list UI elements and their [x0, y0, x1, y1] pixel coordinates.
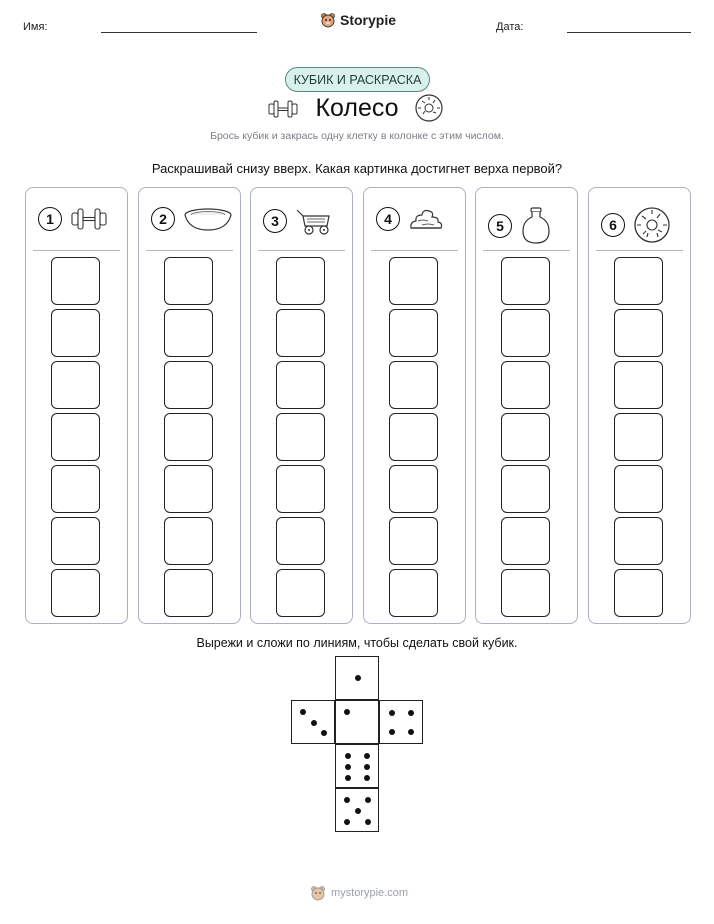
color-cell[interactable] — [389, 257, 438, 305]
pip — [364, 753, 370, 759]
pip — [344, 797, 350, 803]
die-face-1 — [335, 656, 379, 700]
column-number: 3 — [263, 209, 287, 233]
dumbbell-icon — [70, 206, 108, 232]
die-face-6 — [335, 744, 379, 788]
pip — [345, 775, 351, 781]
color-cell[interactable] — [501, 569, 550, 617]
column-number: 4 — [376, 207, 400, 231]
die-face-4 — [379, 700, 423, 744]
pip — [408, 729, 414, 735]
bowl-icon — [183, 206, 233, 232]
title-row — [0, 92, 714, 126]
pip — [364, 775, 370, 781]
name-label: Имя: — [23, 21, 48, 33]
color-cell[interactable] — [164, 309, 213, 357]
color-cell[interactable] — [501, 309, 550, 357]
pip — [408, 710, 414, 716]
color-cell[interactable] — [389, 517, 438, 565]
pip — [364, 764, 370, 770]
column-number: 2 — [151, 207, 175, 231]
name-line[interactable] — [101, 32, 257, 33]
column-4 — [363, 187, 466, 624]
color-cell[interactable] — [164, 361, 213, 409]
color-cell[interactable] — [164, 465, 213, 513]
dice-instruction: Вырежи и сложи по линиям, чтобы сделать свой кубик. — [196, 636, 518, 650]
color-cell[interactable] — [164, 413, 213, 461]
color-cell[interactable] — [389, 413, 438, 461]
color-cell[interactable] — [614, 569, 663, 617]
color-cell[interactable] — [51, 361, 100, 409]
color-cell[interactable] — [164, 517, 213, 565]
pip — [365, 819, 371, 825]
color-cell[interactable] — [501, 413, 550, 461]
color-cell[interactable] — [501, 361, 550, 409]
donut-icon — [633, 206, 671, 244]
color-cell[interactable] — [614, 465, 663, 513]
die-face-3 — [291, 700, 335, 744]
column-number: 1 — [38, 207, 62, 231]
color-cell[interactable] — [276, 465, 325, 513]
color-cell[interactable] — [276, 361, 325, 409]
wagon-icon — [295, 206, 335, 236]
category-badge: КУБИК И РАСКРАСКА — [285, 67, 430, 92]
footer — [310, 885, 408, 901]
column-3 — [250, 187, 353, 624]
column-divider — [33, 250, 120, 251]
color-cell[interactable] — [164, 569, 213, 617]
color-cell[interactable] — [276, 309, 325, 357]
pip — [355, 675, 361, 681]
bear-icon — [320, 12, 336, 28]
brand-logo — [320, 12, 396, 28]
column-2 — [138, 187, 241, 624]
column-5 — [475, 187, 578, 624]
color-cell[interactable] — [501, 257, 550, 305]
color-cell[interactable] — [276, 413, 325, 461]
die-face-1-center — [335, 700, 379, 744]
date-label: Дата: — [496, 21, 524, 33]
color-cell[interactable] — [389, 361, 438, 409]
pip — [311, 720, 317, 726]
pip — [355, 808, 361, 814]
whipped-cream-icon — [408, 206, 444, 232]
bear-icon — [310, 885, 326, 901]
color-cell[interactable] — [51, 569, 100, 617]
subtitle: Брось кубик и закрась одну клетку в колонке с этим числом. — [210, 130, 504, 142]
color-cell[interactable] — [51, 413, 100, 461]
brand-name: Storypie — [340, 12, 397, 28]
pip — [389, 710, 395, 716]
column-divider — [258, 250, 345, 251]
color-cell[interactable] — [614, 309, 663, 357]
column-6 — [588, 187, 691, 624]
column-divider — [146, 250, 233, 251]
color-cell[interactable] — [276, 257, 325, 305]
column-divider — [371, 250, 458, 251]
donut-icon — [414, 93, 444, 123]
pip — [300, 709, 306, 715]
color-cell[interactable] — [614, 257, 663, 305]
die-face-5 — [335, 788, 379, 832]
date-line[interactable] — [567, 32, 691, 33]
pip — [345, 764, 351, 770]
color-cell[interactable] — [276, 517, 325, 565]
color-cell[interactable] — [389, 569, 438, 617]
color-cell[interactable] — [614, 413, 663, 461]
column-1 — [25, 187, 128, 624]
color-cell[interactable] — [51, 309, 100, 357]
color-cell[interactable] — [501, 465, 550, 513]
pip — [321, 730, 327, 736]
instruction: Раскрашивай снизу вверх. Какая картинка достигнет верха первой? — [151, 161, 563, 176]
pip — [345, 753, 351, 759]
color-cell[interactable] — [51, 465, 100, 513]
color-cell[interactable] — [614, 517, 663, 565]
column-number: 6 — [601, 213, 625, 237]
pip — [344, 709, 350, 715]
pip — [344, 819, 350, 825]
column-divider — [483, 250, 570, 251]
color-cell[interactable] — [614, 361, 663, 409]
color-cell[interactable] — [389, 465, 438, 513]
page-title: Колесо — [315, 94, 399, 122]
vase-icon — [520, 206, 552, 246]
footer-url[interactable]: mystorypie.com — [331, 887, 409, 899]
pip — [365, 797, 371, 803]
color-cell[interactable] — [51, 257, 100, 305]
color-cell[interactable] — [276, 569, 325, 617]
pip — [389, 729, 395, 735]
column-divider — [596, 250, 683, 251]
color-cell[interactable] — [51, 517, 100, 565]
color-cell[interactable] — [389, 309, 438, 357]
color-cell[interactable] — [501, 517, 550, 565]
color-cell[interactable] — [164, 257, 213, 305]
column-number: 5 — [488, 214, 512, 238]
